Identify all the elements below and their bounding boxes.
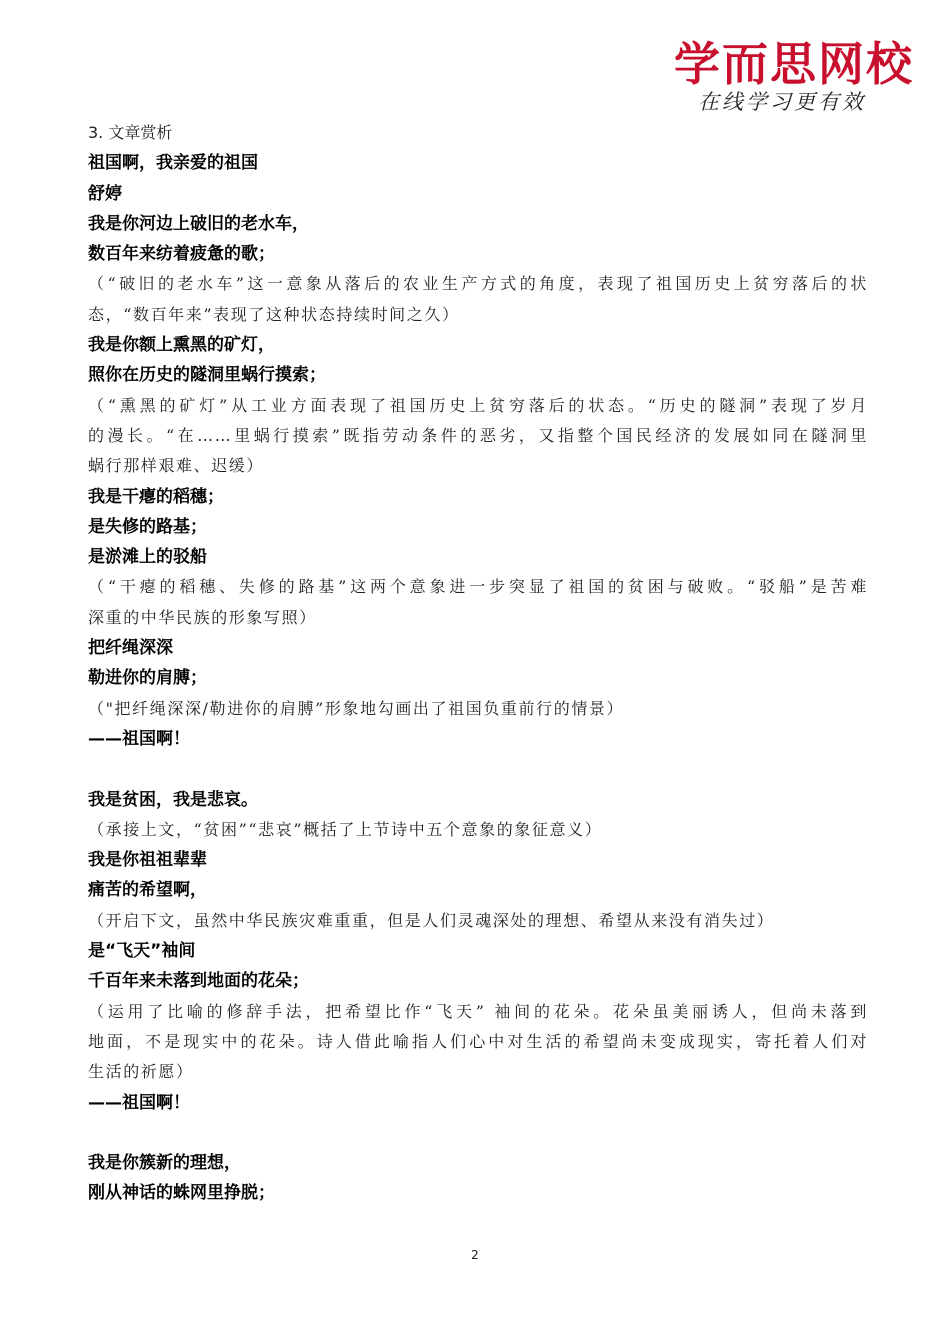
poem-line: 我是你簇新的理想， <box>88 1153 241 1174</box>
logo-wordmark: 学而思网校 <box>674 37 914 91</box>
annotation-line: 生活的祈愿） <box>88 1062 194 1082</box>
poem-line: 我是干瘪的稻穗； <box>88 486 224 507</box>
stanza-gap <box>88 754 868 784</box>
poem-line: 我是你额上熏黑的矿灯， <box>88 335 275 356</box>
annotation-line: 态，“数百年来”表现了这种状态持续时间之久） <box>88 304 460 324</box>
poem-line: 勒进你的肩膊； <box>88 668 207 689</box>
annotation-line: （"把纤绳深深/勒进你的肩膊”形象地勾画出了祖国负重前行的情景） <box>88 698 625 718</box>
poem-line: 照你在历史的隧洞里蜗行摸索； <box>88 365 326 386</box>
poem-refrain: ——祖国啊！ <box>88 728 190 749</box>
poem-author: 舒婷 <box>88 183 122 204</box>
poem-line: 刚从神话的蛛网里挣脱； <box>88 1183 275 1204</box>
poem-line: 是失修的路基； <box>88 516 207 537</box>
poem-line: 是淤滩上的驳船 <box>88 547 207 568</box>
school-logo <box>634 28 914 128</box>
annotation-line: （“干瘪的稻穗、失修的路基”这两个意象进一步突显了祖国的贫困与破败。“驳船”是苦难 <box>88 577 868 597</box>
logo-slogan: 在线学习更有效 <box>698 90 866 114</box>
stanza-gap <box>88 1118 868 1148</box>
poem-title: 祖国啊，我亲爱的祖国 <box>88 153 258 174</box>
poem-line: 是“飞天”袖间 <box>88 941 196 962</box>
annotation-line: （“破旧的老水车”这一意象从落后的农业生产方式的角度，表现了祖国历史上贫穷落后的状 <box>88 274 868 294</box>
annotation-line: 深重的中华民族的形象写照） <box>88 607 317 627</box>
section-heading: 3. 文章赏析 <box>88 123 173 142</box>
poem-line: 痛苦的希望啊， <box>88 880 207 901</box>
poem-line: 我是你祖祖辈辈 <box>88 850 207 871</box>
poem-refrain: ——祖国啊！ <box>88 1092 190 1113</box>
annotation-line: 地面，不是现实中的花朵。诗人借此喻指人们心中对生活的希望尚未变成现实，寄托着人们对 <box>88 1031 868 1051</box>
poem-line: 数百年来纺着疲惫的歌； <box>88 244 275 265</box>
document-body <box>88 118 868 1209</box>
annotation-line: （运用了比喻的修辞手法，把希望比作“飞天” 袖间的花朵。花朵虽美丽诱人，但尚未落到 <box>88 1001 868 1021</box>
poem-line: 千百年来未落到地面的花朵； <box>88 971 309 992</box>
poem-line: 我是你河边上破旧的老水车， <box>88 213 309 234</box>
annotation-line: 蜗行那样艰难、迟缓） <box>88 456 265 476</box>
poem-line: 把纤绳深深 <box>88 638 173 659</box>
annotation-line: （“熏黑的矿灯”从工业方面表现了祖国历史上贫穷落后的状态。“历史的隧洞”表现了岁月 <box>88 395 868 415</box>
annotation-line: （开启下文，虽然中华民族灾难重重，但是人们灵魂深处的理想、希望从来没有消失过） <box>88 910 775 930</box>
annotation-line: （承接上文，“贫困”“悲哀”概括了上节诗中五个意象的象征意义） <box>88 819 603 839</box>
page-number: 2 <box>471 1248 479 1262</box>
annotation-line: 的漫长。“在……里蜗行摸索”既指劳动条件的恶劣，又指整个国民经济的发展如同在隧洞里 <box>88 425 868 445</box>
poem-line: 我是贫困，我是悲哀。 <box>88 789 258 810</box>
